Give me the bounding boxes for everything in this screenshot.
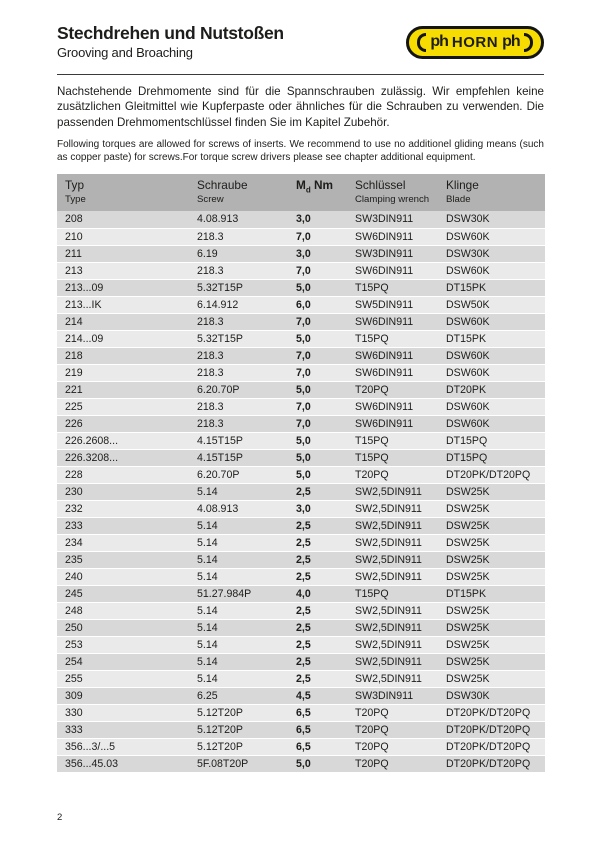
cell-type: 208 <box>57 211 197 228</box>
cell-blade: DSW25K <box>446 483 545 500</box>
column-blade-en: Blade <box>446 194 471 205</box>
cell-torque: 4,5 <box>296 687 355 704</box>
cell-type: 333 <box>57 721 197 738</box>
cell-type: 330 <box>57 704 197 721</box>
cell-type: 218 <box>57 347 197 364</box>
cell-type: 234 <box>57 534 197 551</box>
cell-screw: 218.3 <box>197 364 296 381</box>
cell-type: 213...09 <box>57 279 197 296</box>
cell-screw: 5.32T15P <box>197 330 296 347</box>
intro-paragraph-german: Nachstehende Drehmomente sind für die Spannschrauben zulässig. Wir empfehlen keine zusätzlichen Gleitmittel wie Kupferpaste oder ähnliches für die Schrauben zu verwenden. Die passenden Drehmomentschlüssel finden Sie im Kapitel Zubehör. <box>57 85 544 129</box>
cell-wrench: SW2,5DIN911 <box>355 500 446 517</box>
cell-screw: 218.3 <box>197 398 296 415</box>
cell-torque: 2,5 <box>296 534 355 551</box>
cell-blade: DSW25K <box>446 602 545 619</box>
table-row <box>57 738 545 755</box>
cell-blade: DSW25K <box>446 670 545 687</box>
cell-wrench: T15PQ <box>355 585 446 602</box>
cell-blade: DT15PK <box>446 279 545 296</box>
cell-wrench: SW6DIN911 <box>355 364 446 381</box>
cell-blade: DT15PK <box>446 585 545 602</box>
cell-torque: 6,0 <box>296 296 355 313</box>
table-row <box>57 534 545 551</box>
cell-blade: DSW30K <box>446 687 545 704</box>
cell-screw: 5.14 <box>197 670 296 687</box>
table-row <box>57 330 545 347</box>
cell-wrench: SW2,5DIN911 <box>355 568 446 585</box>
cell-screw: 6.20.70P <box>197 466 296 483</box>
cell-wrench: T15PQ <box>355 279 446 296</box>
cell-blade: DSW25K <box>446 517 545 534</box>
cell-blade: DT20PK/DT20PQ <box>446 704 545 721</box>
cell-blade: DSW50K <box>446 296 545 313</box>
table-row <box>57 279 545 296</box>
cell-screw: 218.3 <box>197 415 296 432</box>
cell-torque: 5,0 <box>296 381 355 398</box>
cell-wrench: T20PQ <box>355 721 446 738</box>
cell-type: 210 <box>57 228 197 245</box>
page-subtitle: Grooving and Broaching <box>57 45 193 61</box>
cell-torque: 7,0 <box>296 262 355 279</box>
cell-type: 232 <box>57 500 197 517</box>
cell-screw: 218.3 <box>197 228 296 245</box>
cell-type: 228 <box>57 466 197 483</box>
cell-wrench: T20PQ <box>355 704 446 721</box>
cell-blade: DSW60K <box>446 228 545 245</box>
cell-type: 240 <box>57 568 197 585</box>
cell-wrench: SW2,5DIN911 <box>355 483 446 500</box>
cell-torque: 3,0 <box>296 245 355 262</box>
column-wrench-de: Schlüssel <box>355 178 406 192</box>
cell-screw: 5.12T20P <box>197 721 296 738</box>
cell-wrench: SW6DIN911 <box>355 228 446 245</box>
cell-screw: 218.3 <box>197 313 296 330</box>
cell-screw: 5.14 <box>197 551 296 568</box>
cell-torque: 6,5 <box>296 738 355 755</box>
cell-torque: 7,0 <box>296 398 355 415</box>
cell-screw: 6.25 <box>197 687 296 704</box>
cell-torque: 5,0 <box>296 432 355 449</box>
cell-blade: DSW60K <box>446 313 545 330</box>
table-row <box>57 211 545 228</box>
cell-wrench: SW5DIN911 <box>355 296 446 313</box>
cell-wrench: SW6DIN911 <box>355 398 446 415</box>
cell-wrench: SW2,5DIN911 <box>355 653 446 670</box>
cell-wrench: SW6DIN911 <box>355 313 446 330</box>
table-row <box>57 381 545 398</box>
cell-type: 226.3208... <box>57 449 197 466</box>
cell-torque: 7,0 <box>296 364 355 381</box>
cell-torque: 6,5 <box>296 721 355 738</box>
cell-blade: DT20PK/DT20PQ <box>446 466 545 483</box>
table-row <box>57 245 545 262</box>
cell-wrench: T20PQ <box>355 466 446 483</box>
torque-table <box>57 174 545 773</box>
cell-wrench: SW2,5DIN911 <box>355 517 446 534</box>
cell-wrench: T20PQ <box>355 381 446 398</box>
table-row <box>57 466 545 483</box>
cell-torque: 6,5 <box>296 704 355 721</box>
cell-wrench: SW2,5DIN911 <box>355 619 446 636</box>
cell-torque: 5,0 <box>296 279 355 296</box>
cell-type: 248 <box>57 602 197 619</box>
cell-screw: 5.14 <box>197 653 296 670</box>
cell-torque: 4,0 <box>296 585 355 602</box>
table-row <box>57 636 545 653</box>
cell-type: 309 <box>57 687 197 704</box>
table-row <box>57 704 545 721</box>
cell-blade: DT20PK/DT20PQ <box>446 738 545 755</box>
column-header-wrench <box>355 174 446 211</box>
cell-torque: 2,5 <box>296 670 355 687</box>
column-header-torque <box>296 174 355 211</box>
column-type-en: Type <box>65 194 86 205</box>
cell-type: 235 <box>57 551 197 568</box>
cell-blade: DSW25K <box>446 619 545 636</box>
cell-blade: DT20PK/DT20PQ <box>446 755 545 772</box>
cell-screw: 6.20.70P <box>197 381 296 398</box>
cell-blade: DT20PK/DT20PQ <box>446 721 545 738</box>
cell-torque: 2,5 <box>296 517 355 534</box>
cell-blade: DSW25K <box>446 636 545 653</box>
cell-screw: 4.08.913 <box>197 500 296 517</box>
cell-wrench: T20PQ <box>355 738 446 755</box>
cell-screw: 6.19 <box>197 245 296 262</box>
cell-wrench: SW6DIN911 <box>355 262 446 279</box>
cell-wrench: SW3DIN911 <box>355 687 446 704</box>
table-row <box>57 296 545 313</box>
cell-type: 214 <box>57 313 197 330</box>
cell-screw: 5.14 <box>197 602 296 619</box>
cell-type: 213 <box>57 262 197 279</box>
cell-blade: DSW25K <box>446 500 545 517</box>
column-blade-de: Klinge <box>446 178 479 192</box>
table-row <box>57 415 545 432</box>
cell-wrench: SW3DIN911 <box>355 245 446 262</box>
logo-horn-text: HORN <box>451 34 499 51</box>
cell-wrench: SW2,5DIN911 <box>355 534 446 551</box>
cell-blade: DSW25K <box>446 534 545 551</box>
table-row <box>57 602 545 619</box>
cell-type: 250 <box>57 619 197 636</box>
cell-type: 211 <box>57 245 197 262</box>
cell-wrench: SW6DIN911 <box>355 415 446 432</box>
cell-wrench: SW2,5DIN911 <box>355 602 446 619</box>
cell-blade: DT15PQ <box>446 449 545 466</box>
logo-ph-left: ph <box>430 32 448 50</box>
column-screw-de: Schraube <box>197 178 248 192</box>
logo-left-bracket-icon <box>417 33 426 52</box>
cell-wrench: T15PQ <box>355 330 446 347</box>
cell-screw: 6.14.912 <box>197 296 296 313</box>
column-header-screw <box>197 174 296 211</box>
cell-type: 219 <box>57 364 197 381</box>
table-row <box>57 585 545 602</box>
cell-blade: DSW25K <box>446 568 545 585</box>
cell-torque: 7,0 <box>296 228 355 245</box>
cell-torque: 2,5 <box>296 483 355 500</box>
cell-blade: DT15PK <box>446 330 545 347</box>
table-row <box>57 347 545 364</box>
intro-paragraph-english: Following torques are allowed for screws of inserts. We recommend to use no additionel gliding means (such as copper paste) for screws.For torque screw drivers please see chapter additional equipment. <box>57 139 544 163</box>
cell-screw: 5.32T15P <box>197 279 296 296</box>
cell-screw: 4.15T15P <box>197 449 296 466</box>
cell-screw: 5.14 <box>197 534 296 551</box>
cell-blade: DT15PQ <box>446 432 545 449</box>
cell-wrench: SW3DIN911 <box>355 211 446 228</box>
cell-type: 253 <box>57 636 197 653</box>
cell-blade: DSW25K <box>446 653 545 670</box>
table-row <box>57 449 545 466</box>
cell-screw: 4.15T15P <box>197 432 296 449</box>
cell-torque: 7,0 <box>296 313 355 330</box>
cell-blade: DSW60K <box>446 364 545 381</box>
cell-torque: 2,5 <box>296 568 355 585</box>
cell-screw: 5.12T20P <box>197 738 296 755</box>
cell-type: 225 <box>57 398 197 415</box>
cell-wrench: T15PQ <box>355 449 446 466</box>
cell-torque: 2,5 <box>296 551 355 568</box>
cell-blade: DSW30K <box>446 211 545 228</box>
cell-screw: 5.14 <box>197 483 296 500</box>
table-row <box>57 313 545 330</box>
cell-type: 213...IK <box>57 296 197 313</box>
cell-blade: DSW30K <box>446 245 545 262</box>
table-row <box>57 432 545 449</box>
cell-wrench: T15PQ <box>355 432 446 449</box>
logo-ph-right: ph <box>502 32 520 50</box>
cell-type: 226.2608... <box>57 432 197 449</box>
column-screw-en: Screw <box>197 194 224 205</box>
cell-wrench: SW2,5DIN911 <box>355 636 446 653</box>
cell-torque: 5,0 <box>296 449 355 466</box>
title-block <box>57 24 284 61</box>
column-header-type <box>57 174 197 211</box>
table-row <box>57 364 545 381</box>
cell-screw: 5.14 <box>197 619 296 636</box>
table-row <box>57 755 545 772</box>
cell-screw: 5.14 <box>197 517 296 534</box>
document-header <box>57 24 544 61</box>
cell-wrench: SW6DIN911 <box>355 347 446 364</box>
cell-type: 226 <box>57 415 197 432</box>
table-header <box>57 174 545 211</box>
table-row <box>57 551 545 568</box>
cell-torque: 7,0 <box>296 415 355 432</box>
cell-screw: 218.3 <box>197 262 296 279</box>
cell-wrench: SW2,5DIN911 <box>355 670 446 687</box>
cell-type: 214...09 <box>57 330 197 347</box>
cell-type: 221 <box>57 381 197 398</box>
table-row <box>57 517 545 534</box>
table-row <box>57 262 545 279</box>
cell-screw: 5.14 <box>197 568 296 585</box>
cell-blade: DSW60K <box>446 398 545 415</box>
column-type-de: Typ <box>65 178 85 192</box>
column-wrench-en: Clamping wrench <box>355 194 430 205</box>
cell-screw: 218.3 <box>197 347 296 364</box>
cell-screw: 5.12T20P <box>197 704 296 721</box>
cell-torque: 2,5 <box>296 619 355 636</box>
cell-torque: 2,5 <box>296 602 355 619</box>
logo-right-bracket-icon <box>524 33 533 52</box>
cell-type: 245 <box>57 585 197 602</box>
cell-blade: DT20PK <box>446 381 545 398</box>
cell-torque: 2,5 <box>296 653 355 670</box>
cell-blade: DSW60K <box>446 347 545 364</box>
table-row <box>57 670 545 687</box>
column-torque-label: $M_d$ Nm <box>296 178 334 195</box>
table-row <box>57 228 545 245</box>
table-row <box>57 568 545 585</box>
table-row <box>57 619 545 636</box>
table-row <box>57 500 545 517</box>
cell-torque: 7,0 <box>296 347 355 364</box>
cell-blade: DSW25K <box>446 551 545 568</box>
table-row <box>57 398 545 415</box>
cell-screw: 51.27.984P <box>197 585 296 602</box>
header-divider <box>57 74 544 75</box>
cell-torque: 5,0 <box>296 466 355 483</box>
table-row <box>57 483 545 500</box>
cell-wrench: SW2,5DIN911 <box>355 551 446 568</box>
cell-type: 233 <box>57 517 197 534</box>
cell-torque: 3,0 <box>296 211 355 228</box>
cell-type: 254 <box>57 653 197 670</box>
cell-type: 356...45.03 <box>57 755 197 772</box>
table-row <box>57 687 545 704</box>
cell-torque: 5,0 <box>296 755 355 772</box>
table-row <box>57 721 545 738</box>
cell-type: 230 <box>57 483 197 500</box>
cell-screw: 5.14 <box>197 636 296 653</box>
table-body <box>57 211 545 772</box>
cell-wrench: T20PQ <box>355 755 446 772</box>
cell-screw: 4.08.913 <box>197 211 296 228</box>
cell-type: 255 <box>57 670 197 687</box>
cell-torque: 5,0 <box>296 330 355 347</box>
cell-blade: DSW60K <box>446 262 545 279</box>
table-row <box>57 653 545 670</box>
cell-blade: DSW60K <box>446 415 545 432</box>
cell-torque: 3,0 <box>296 500 355 517</box>
cell-screw: 5F.08T20P <box>197 755 296 772</box>
horn-logo <box>406 26 544 59</box>
column-header-blade <box>446 174 545 211</box>
page-number: 2 <box>57 812 63 823</box>
cell-type: 356...3/...5 <box>57 738 197 755</box>
cell-torque: 2,5 <box>296 636 355 653</box>
page-title: Stechdrehen und Nutstoßen <box>57 23 284 43</box>
